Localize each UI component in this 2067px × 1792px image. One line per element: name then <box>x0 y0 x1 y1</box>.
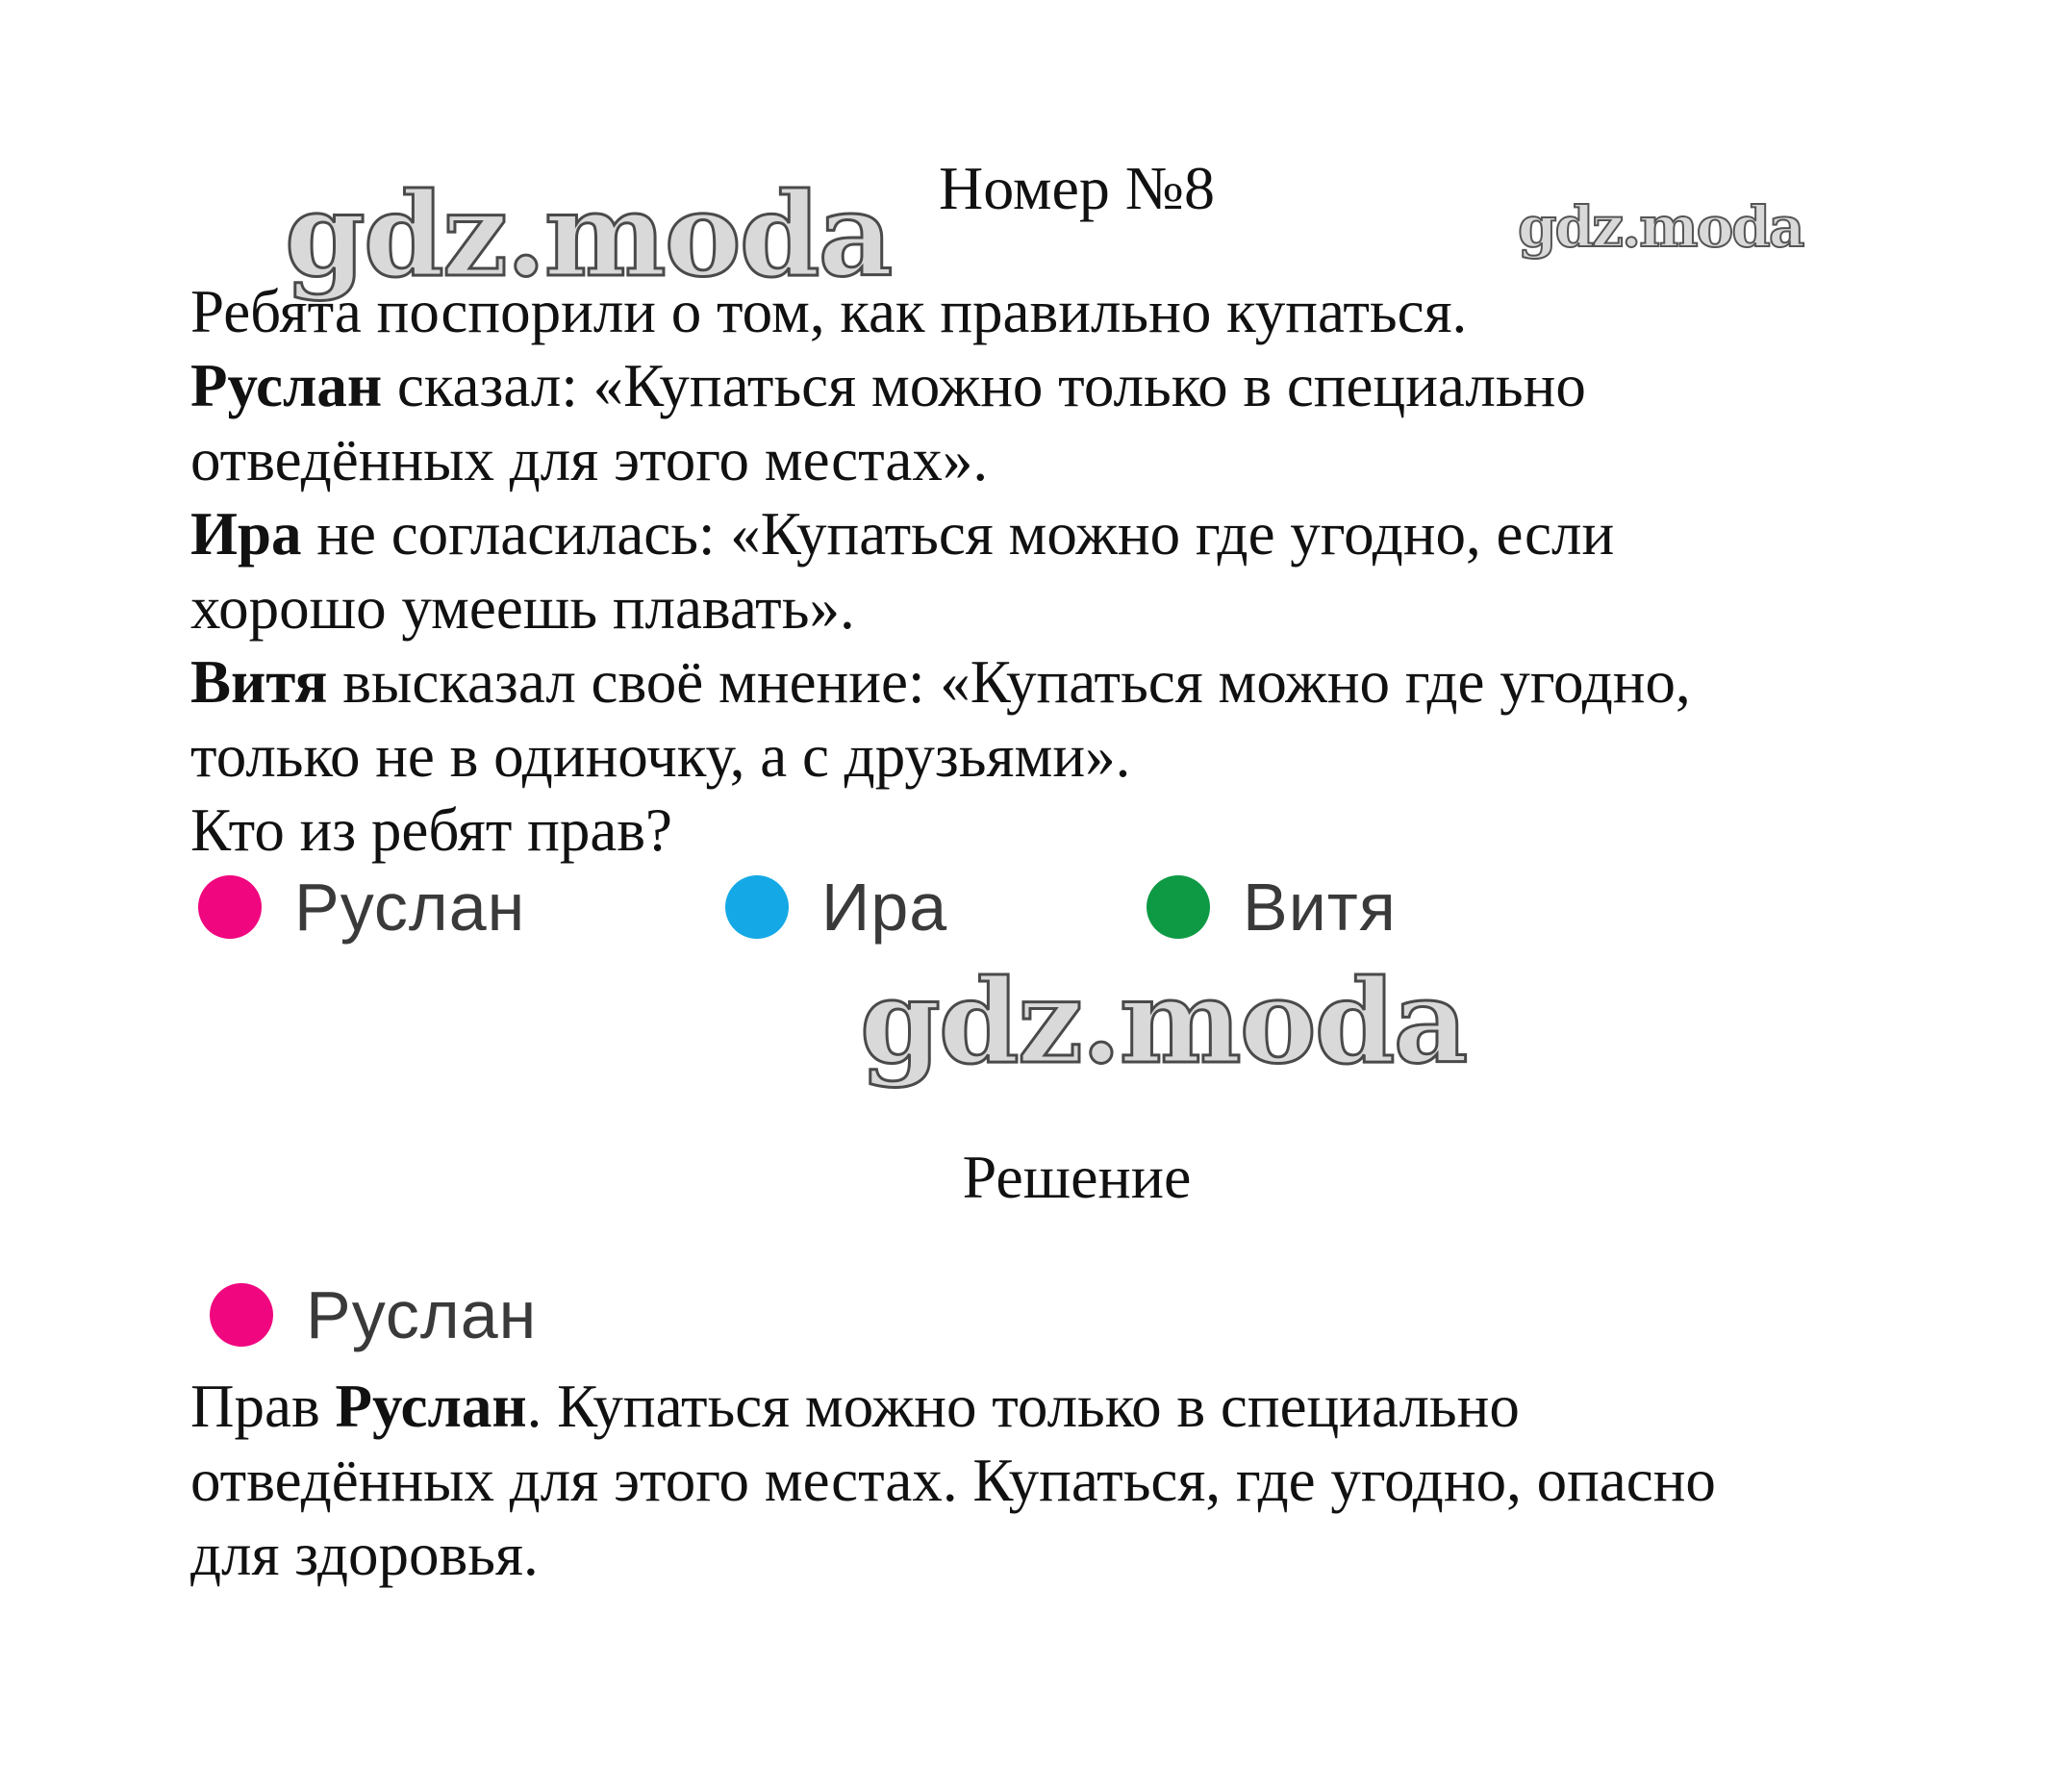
option-label: Руслан <box>294 870 526 945</box>
answer-options <box>198 864 1545 950</box>
solution-line-1-text: . Купаться можно только в специально <box>526 1373 1520 1440</box>
watermark-logo: gdz.moda <box>285 167 892 303</box>
ruslan-statement-cont: отведённых для этого местах». <box>190 426 989 493</box>
option-ira[interactable] <box>725 864 947 950</box>
option-ruslan[interactable] <box>198 864 525 950</box>
ruslan-statement <box>190 349 1922 423</box>
solution-prefix: Прав <box>190 1373 336 1440</box>
solution-line-1 <box>190 1370 1922 1444</box>
ira-statement-text: не согласилась: «Купаться можно где угодно, если <box>301 500 1615 568</box>
watermark-logo: gdz.moda <box>860 954 1467 1090</box>
question-prompt: Кто из ребят прав? <box>190 796 673 864</box>
pink-dot-icon <box>210 1283 273 1347</box>
vitya-name: Витя <box>190 648 328 716</box>
vitya-statement-text: высказал своё мнение: «Купаться можно где угодно, <box>327 648 1691 716</box>
green-dot-icon <box>1147 875 1210 939</box>
selected-answer <box>210 1272 537 1358</box>
question-text <box>190 275 1922 868</box>
solution-name: Руслан <box>335 1373 527 1440</box>
option-label: Витя <box>1243 870 1397 945</box>
watermark-logo: gdz.moda <box>1518 194 1803 260</box>
blue-dot-icon <box>725 875 789 939</box>
vitya-statement <box>190 645 1922 719</box>
ruslan-statement-text: сказал: «Купаться можно только в специально <box>382 352 1586 419</box>
solution-title: Решение <box>962 1143 1192 1211</box>
pink-dot-icon <box>198 875 262 939</box>
option-label: Ира <box>821 870 948 945</box>
ira-name: Ира <box>190 500 302 568</box>
ira-statement-cont: хорошо умеешь плавать». <box>190 574 855 642</box>
question-intro: Ребята поспорили о том, как правильно купаться. <box>190 278 1468 345</box>
solution-line-2: отведённых для этого местах. Купаться, где угодно, опасно <box>190 1447 1716 1514</box>
selected-answer-label: Руслан <box>306 1277 538 1352</box>
solution-text <box>190 1370 1922 1592</box>
option-vitya[interactable] <box>1147 864 1397 950</box>
ruslan-name: Руслан <box>190 352 383 419</box>
vitya-statement-cont: только не в одиночку, а с друзьями». <box>190 722 1131 790</box>
solution-line-3: для здоровья. <box>190 1521 539 1588</box>
ira-statement <box>190 497 1922 571</box>
page-title: Номер №8 <box>939 154 1215 222</box>
